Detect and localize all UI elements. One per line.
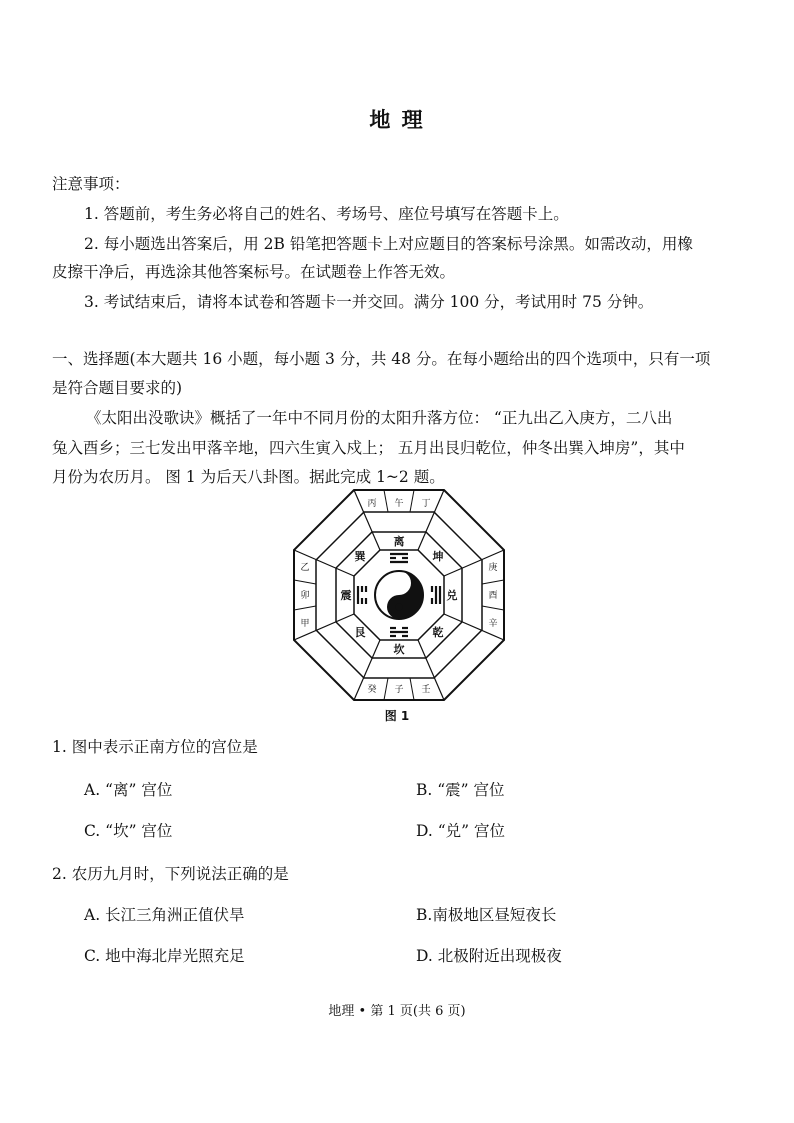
palace-dui: 兑: [446, 589, 458, 602]
question-1-stem: 1. 图中表示正南方位的宫位是: [52, 738, 258, 756]
outer-right-xin: 辛: [488, 619, 498, 629]
outer-bottom-zi: 子: [394, 685, 404, 695]
palace-kan: 坎: [393, 643, 405, 656]
outer-left-jia: 甲: [300, 619, 310, 629]
palace-xun: 巽: [354, 550, 366, 563]
palace-kun: 坤: [432, 550, 444, 563]
palace-qian: 乾: [432, 626, 444, 639]
question-2-stem: 2. 农历九月时，下列说法正确的是: [52, 865, 289, 883]
page-title: 地 理: [369, 107, 425, 132]
notice-item-2-cont: 皮擦干净后，再选涂其他答案标号。在试题卷上作答无效。: [52, 263, 456, 281]
outer-left-yi: 乙: [300, 563, 310, 573]
outer-left-mao: 卯: [300, 591, 310, 601]
notice-item-1: 1. 答题前，考生务必将自己的姓名、考场号、座位号填写在答题卡上。: [84, 205, 569, 223]
palace-li: 离: [393, 535, 405, 548]
question-1-option-d: D. “兑” 宫位: [416, 822, 506, 840]
outer-right-geng: 庚: [488, 563, 498, 573]
palace-gen: 艮: [354, 626, 366, 639]
question-2-option-b: B.南极地区昼短夜长: [416, 906, 557, 924]
outer-top-bing: 丙: [367, 499, 377, 509]
yin-yang-icon: [375, 571, 423, 619]
notice-heading: 注意事项：: [52, 175, 130, 193]
intro-line1: 《太阳出没歌诀》概括了一年中不同月份的太阳升落方位： “正九出乙入庚方，二八出: [86, 409, 673, 427]
question-1-option-c: C. “坎” 宫位: [84, 822, 173, 840]
section-heading-line1: 一、选择题(本大题共 16 小题，每小题 3 分，共 48 分。在每小题给出的四个选项中，只有一项: [52, 350, 711, 368]
question-2-option-d: D. 北极附近出现极夜: [416, 947, 562, 965]
outer-top-ding: 丁: [421, 499, 431, 509]
figure-caption: 图 1: [384, 709, 410, 723]
question-1-option-b: B. “震” 宫位: [416, 781, 505, 799]
question-1-option-a: A. “离” 宫位: [84, 781, 173, 799]
question-2-option-a: A. 长江三角洲正值伏旱: [84, 906, 245, 924]
bagua-diagram: [292, 488, 506, 702]
page-footer: 地理 • 第 1 页(共 6 页): [328, 1004, 466, 1019]
intro-line2: 兔入酉乡；三七发出甲落辛地，四六生寅入戍上； 五月出艮归乾位，仲冬出巽入坤房”，其中: [52, 439, 685, 457]
outer-bottom-ren: 壬: [421, 685, 431, 695]
outer-top-wu: 午: [394, 499, 404, 509]
question-2-option-c: C. 地中海北岸光照充足: [84, 947, 245, 965]
intro-line3: 月份为农历月。 图 1 为后天八卦图。据此完成 1~2 题。: [52, 468, 445, 486]
notice-item-3: 3. 考试结束后，请将本试卷和答题卡一并交回。满分 100 分，考试用时 75 分钟。: [84, 293, 654, 311]
palace-zhen: 震: [340, 589, 352, 602]
section-heading-line2: 是符合题目要求的): [52, 379, 183, 397]
notice-item-2: 2. 每小题选出答案后，用 2B 铅笔把答题卡上对应题目的答案标号涂黑。如需改动，用橡: [84, 235, 693, 253]
outer-right-you: 酉: [488, 591, 498, 601]
outer-bottom-gui: 癸: [367, 685, 377, 695]
